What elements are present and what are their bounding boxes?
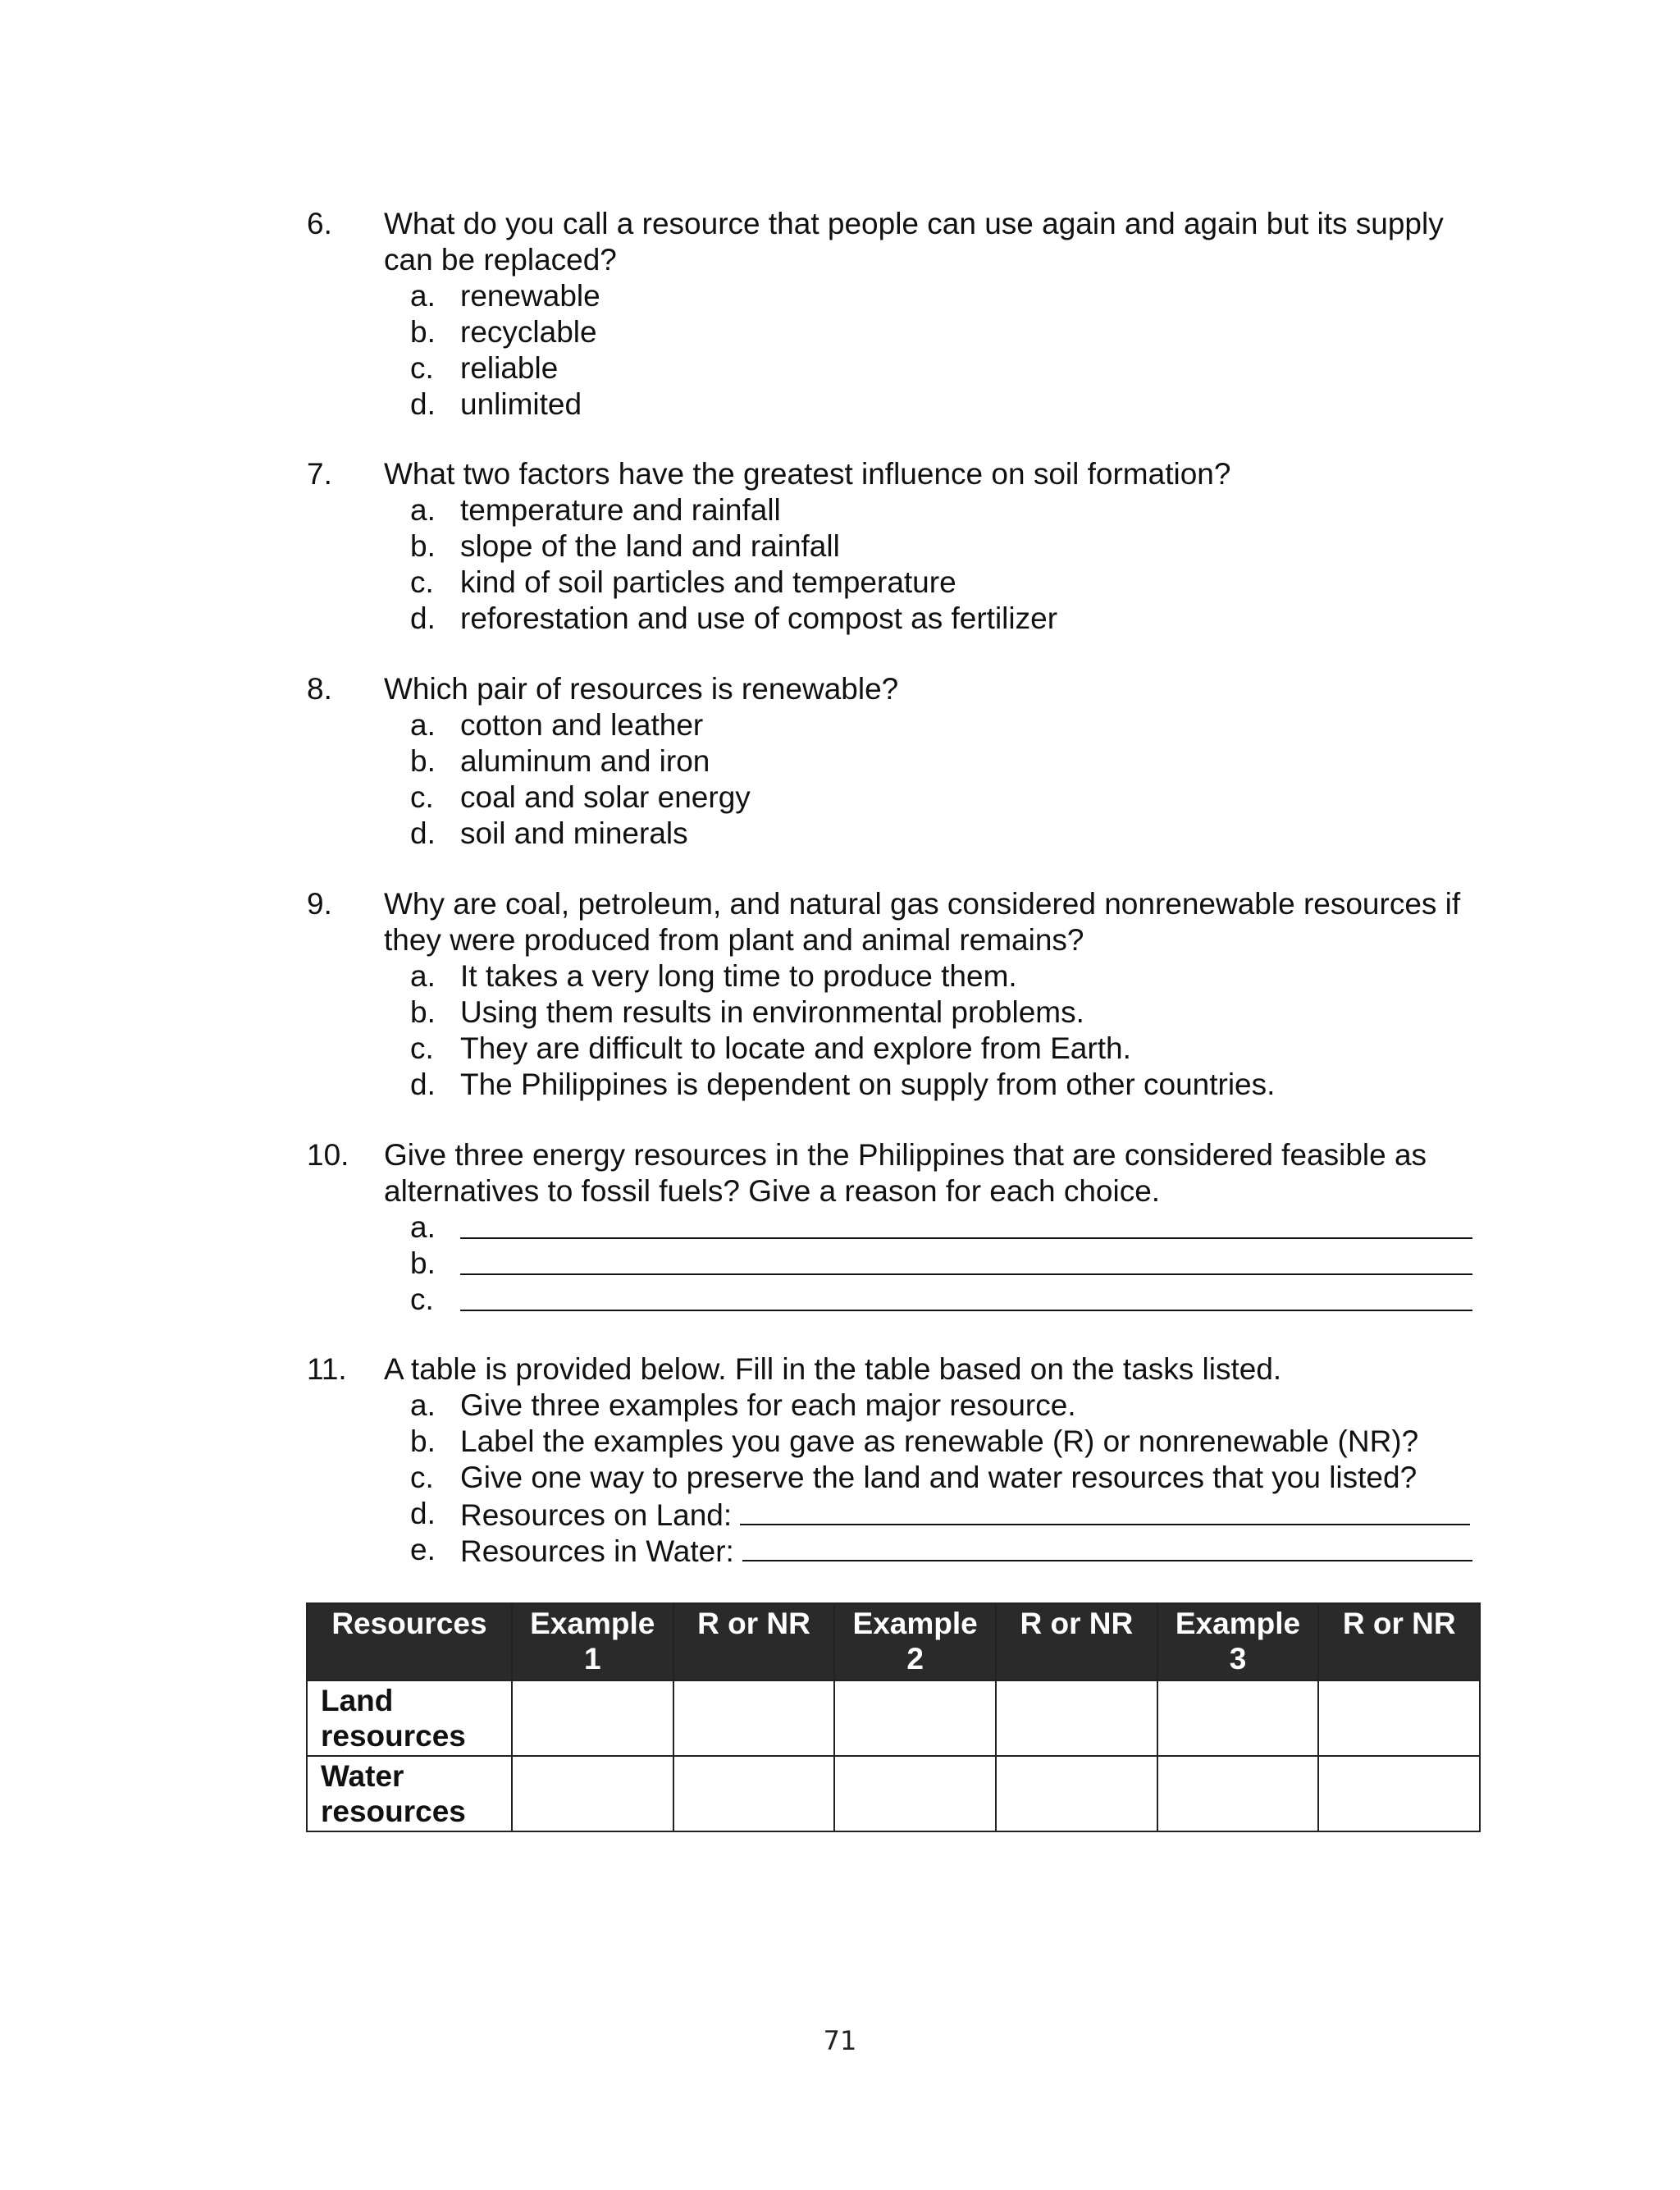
resources-in-water-blank[interactable]	[742, 1532, 1472, 1561]
table-cell[interactable]	[996, 1756, 1157, 1831]
task-b: b. Label the examples you gave as renewable (R) or nonrenewable (NR)?	[410, 1424, 1419, 1458]
option-a: a. temperature and rainfall	[410, 493, 781, 527]
option-a: a. It takes a very long time to produce them.	[410, 959, 1017, 993]
row-label-land: Land resources	[307, 1680, 512, 1756]
table-cell[interactable]	[512, 1680, 673, 1756]
table-row	[307, 1680, 1480, 1756]
question-text: What two factors have the greatest influence on soil formation?	[384, 457, 1231, 491]
question-6	[307, 206, 1496, 423]
answer-blank-line[interactable]	[460, 1237, 1472, 1239]
question-10-prompt	[307, 1137, 1496, 1209]
question-11	[307, 1351, 1496, 1568]
table-cell[interactable]	[834, 1680, 996, 1756]
question-number: 11.	[307, 1352, 347, 1386]
option-a: a. cotton and leather	[410, 708, 704, 742]
question-8	[307, 671, 1496, 852]
option-list	[307, 278, 1496, 423]
question-10	[307, 1137, 1496, 1318]
option-list	[307, 492, 1496, 637]
question-6-prompt	[307, 206, 1496, 278]
task-a: a. Give three examples for each major resource.	[410, 1388, 1076, 1422]
table-cell[interactable]	[512, 1756, 673, 1831]
question-9	[307, 886, 1496, 1103]
table-cell[interactable]	[1318, 1680, 1480, 1756]
table-cell[interactable]	[1157, 1756, 1319, 1831]
question-text: Why are coal, petroleum, and natural gas considered nonrenewable resources if they were produced from plant and animal remains?	[384, 887, 1461, 957]
option-b: b. aluminum and iron	[410, 744, 710, 778]
option-list	[307, 958, 1496, 1103]
option-d: d. unlimited	[410, 387, 582, 421]
answer-b[interactable]: b.	[307, 1246, 1496, 1282]
table-cell[interactable]	[673, 1680, 835, 1756]
question-8-prompt	[307, 671, 1496, 707]
task-c: c. Give one way to preserve the land and water resources that you listed?	[410, 1461, 1418, 1494]
question-number: 7.	[307, 457, 332, 491]
option-c: c. reliable	[410, 351, 559, 385]
resources-on-land-blank[interactable]	[740, 1496, 1470, 1525]
question-11-prompt	[307, 1351, 1496, 1388]
answer-blank-line[interactable]	[460, 1310, 1472, 1311]
question-number: 6.	[307, 207, 332, 240]
header-r-or-nr-1: R or NR	[673, 1603, 835, 1680]
table-cell[interactable]	[1157, 1680, 1319, 1756]
question-7-prompt	[307, 456, 1496, 492]
option-a: a. renewable	[410, 279, 600, 313]
header-r-or-nr-2: R or NR	[996, 1603, 1157, 1680]
header-example-3: Example 3	[1157, 1603, 1319, 1680]
question-number: 8.	[307, 672, 332, 706]
task-list	[307, 1388, 1496, 1568]
option-d: d. The Philippines is dependent on supply from other countries.	[410, 1068, 1276, 1101]
question-text: What do you call a resource that people can use again and again but its supply can be replaced?	[384, 207, 1444, 277]
table-cell[interactable]	[834, 1756, 996, 1831]
header-example-1: Example 1	[512, 1603, 673, 1680]
header-resources: Resources	[307, 1603, 512, 1680]
option-c: c. They are difficult to locate and explore from Earth.	[410, 1031, 1131, 1065]
option-list	[307, 707, 1496, 852]
answer-blank-line[interactable]	[460, 1273, 1472, 1275]
table-header-row	[307, 1603, 1480, 1680]
table-cell[interactable]	[996, 1680, 1157, 1756]
task-d: d. Resources on Land:	[307, 1496, 1496, 1532]
resources-table	[306, 1602, 1481, 1832]
header-r-or-nr-3: R or NR	[1318, 1603, 1480, 1680]
answer-a[interactable]: a.	[307, 1209, 1496, 1246]
answer-c[interactable]: c.	[307, 1282, 1496, 1318]
table-cell[interactable]	[1318, 1756, 1480, 1831]
option-b: b. slope of the land and rainfall	[410, 529, 840, 563]
question-text: A table is provided below. Fill in the table based on the tasks listed.	[384, 1352, 1282, 1386]
header-example-2: Example 2	[834, 1603, 996, 1680]
question-number: 10.	[307, 1138, 349, 1172]
option-d: d. soil and minerals	[410, 816, 688, 850]
answer-list	[307, 1209, 1496, 1318]
question-9-prompt	[307, 886, 1496, 958]
table-row	[307, 1756, 1480, 1831]
question-text: Give three energy resources in the Philippines that are considered feasible as alternatives to fossil fuels? Give a reason for each choice.	[384, 1138, 1427, 1208]
question-number: 9.	[307, 887, 332, 921]
option-c: c. coal and solar energy	[410, 780, 751, 814]
row-label-water: Water resources	[307, 1756, 512, 1831]
question-7	[307, 456, 1496, 637]
option-b: b. recyclable	[410, 315, 597, 349]
page-number: 71	[823, 2025, 857, 2056]
option-b: b. Using them results in environmental problems.	[410, 995, 1084, 1029]
task-e: e. Resources in Water:	[307, 1532, 1496, 1568]
table-cell[interactable]	[673, 1756, 835, 1831]
question-text: Which pair of resources is renewable?	[384, 672, 899, 706]
option-d: d. reforestation and use of compost as fertilizer	[410, 601, 1058, 635]
option-c: c. kind of soil particles and temperature	[410, 565, 956, 599]
